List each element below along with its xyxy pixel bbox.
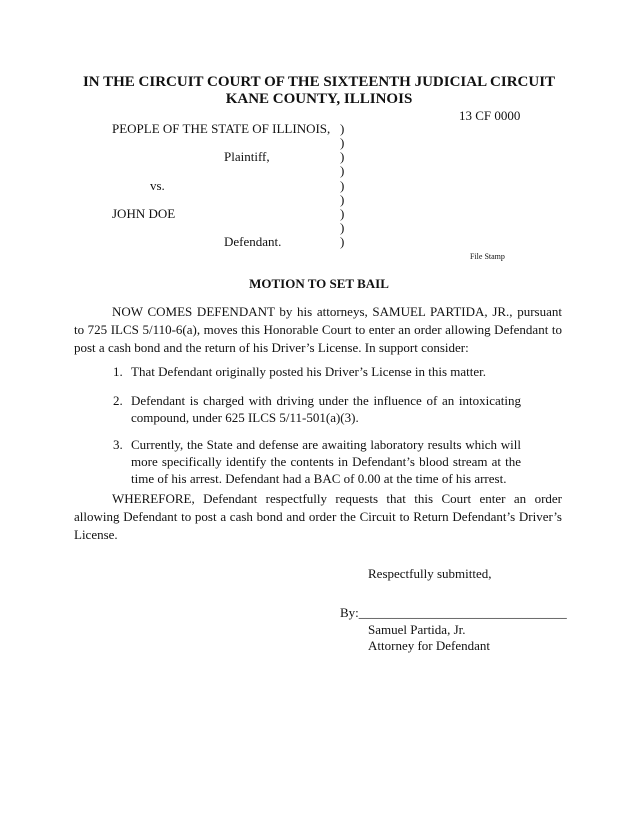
caption-bracket: )	[340, 220, 345, 235]
item-text: Currently, the State and defense are awaiting laboratory results which will more specifically identify the contents in Defendant’s blood stream at the time of his arrest. Defendant had a BAC of 0.00 at the time of his arrest.	[131, 437, 521, 486]
intro-paragraph: NOW COMES DEFENDANT by his attorneys, SAMUEL PARTIDA, JR., pursuant to 725 ILCS 5/110-6(a), moves this Honorable Court to enter an order allowing Defendant to post a cash bond and the return of his Driver’s License. In support consider:	[74, 304, 562, 355]
defendant-name: JOHN DOE	[112, 206, 176, 221]
caption-bracket: )	[340, 178, 345, 193]
caption-bracket: )	[340, 234, 345, 249]
caption-bracket: )	[340, 149, 345, 164]
item-text: Defendant is charged with driving under the influence of an intoxicating compound, under 625 ILCS 5/11-501(a)(3).	[131, 393, 521, 425]
case-number: 13 CF 0000	[459, 108, 521, 123]
court-name: IN THE CIRCUIT COURT OF THE SIXTEENTH JUDICIAL CIRCUIT	[82, 74, 556, 90]
attorney-role: Attorney for Defendant	[368, 638, 491, 653]
versus-label: vs.	[150, 178, 165, 193]
item-number: 2.	[113, 393, 123, 408]
plaintiff-role: Plaintiff,	[224, 149, 270, 164]
caption-bracket: )	[340, 206, 345, 221]
wherefore-paragraph: WHEREFORE, Defendant respectfully requests that this Court enter an order allowing Defendant to post a cash bond and order the Circuit to Return Defendant’s Driver’s License.	[74, 491, 562, 542]
defendant-role: Defendant.	[224, 234, 282, 249]
attorney-name: Samuel Partida, Jr.	[368, 622, 466, 637]
plaintiff-name: PEOPLE OF THE STATE OF ILLINOIS,	[112, 121, 331, 136]
motion-title: MOTION TO SET BAIL	[249, 276, 389, 291]
signature-line: By:________________________________	[340, 605, 567, 620]
caption-bracket: )	[340, 163, 345, 178]
item-number: 3.	[113, 437, 123, 452]
caption-bracket: )	[340, 121, 345, 136]
closing-line: Respectfully submitted,	[368, 566, 492, 581]
caption-bracket: )	[340, 192, 345, 207]
item-text: That Defendant originally posted his Driver’s License in this matter.	[131, 364, 487, 379]
caption-bracket: )	[340, 135, 345, 150]
item-number: 1.	[113, 364, 123, 379]
file-stamp-label: File Stamp	[470, 252, 505, 261]
court-county: KANE COUNTY, ILLINOIS	[225, 91, 413, 107]
